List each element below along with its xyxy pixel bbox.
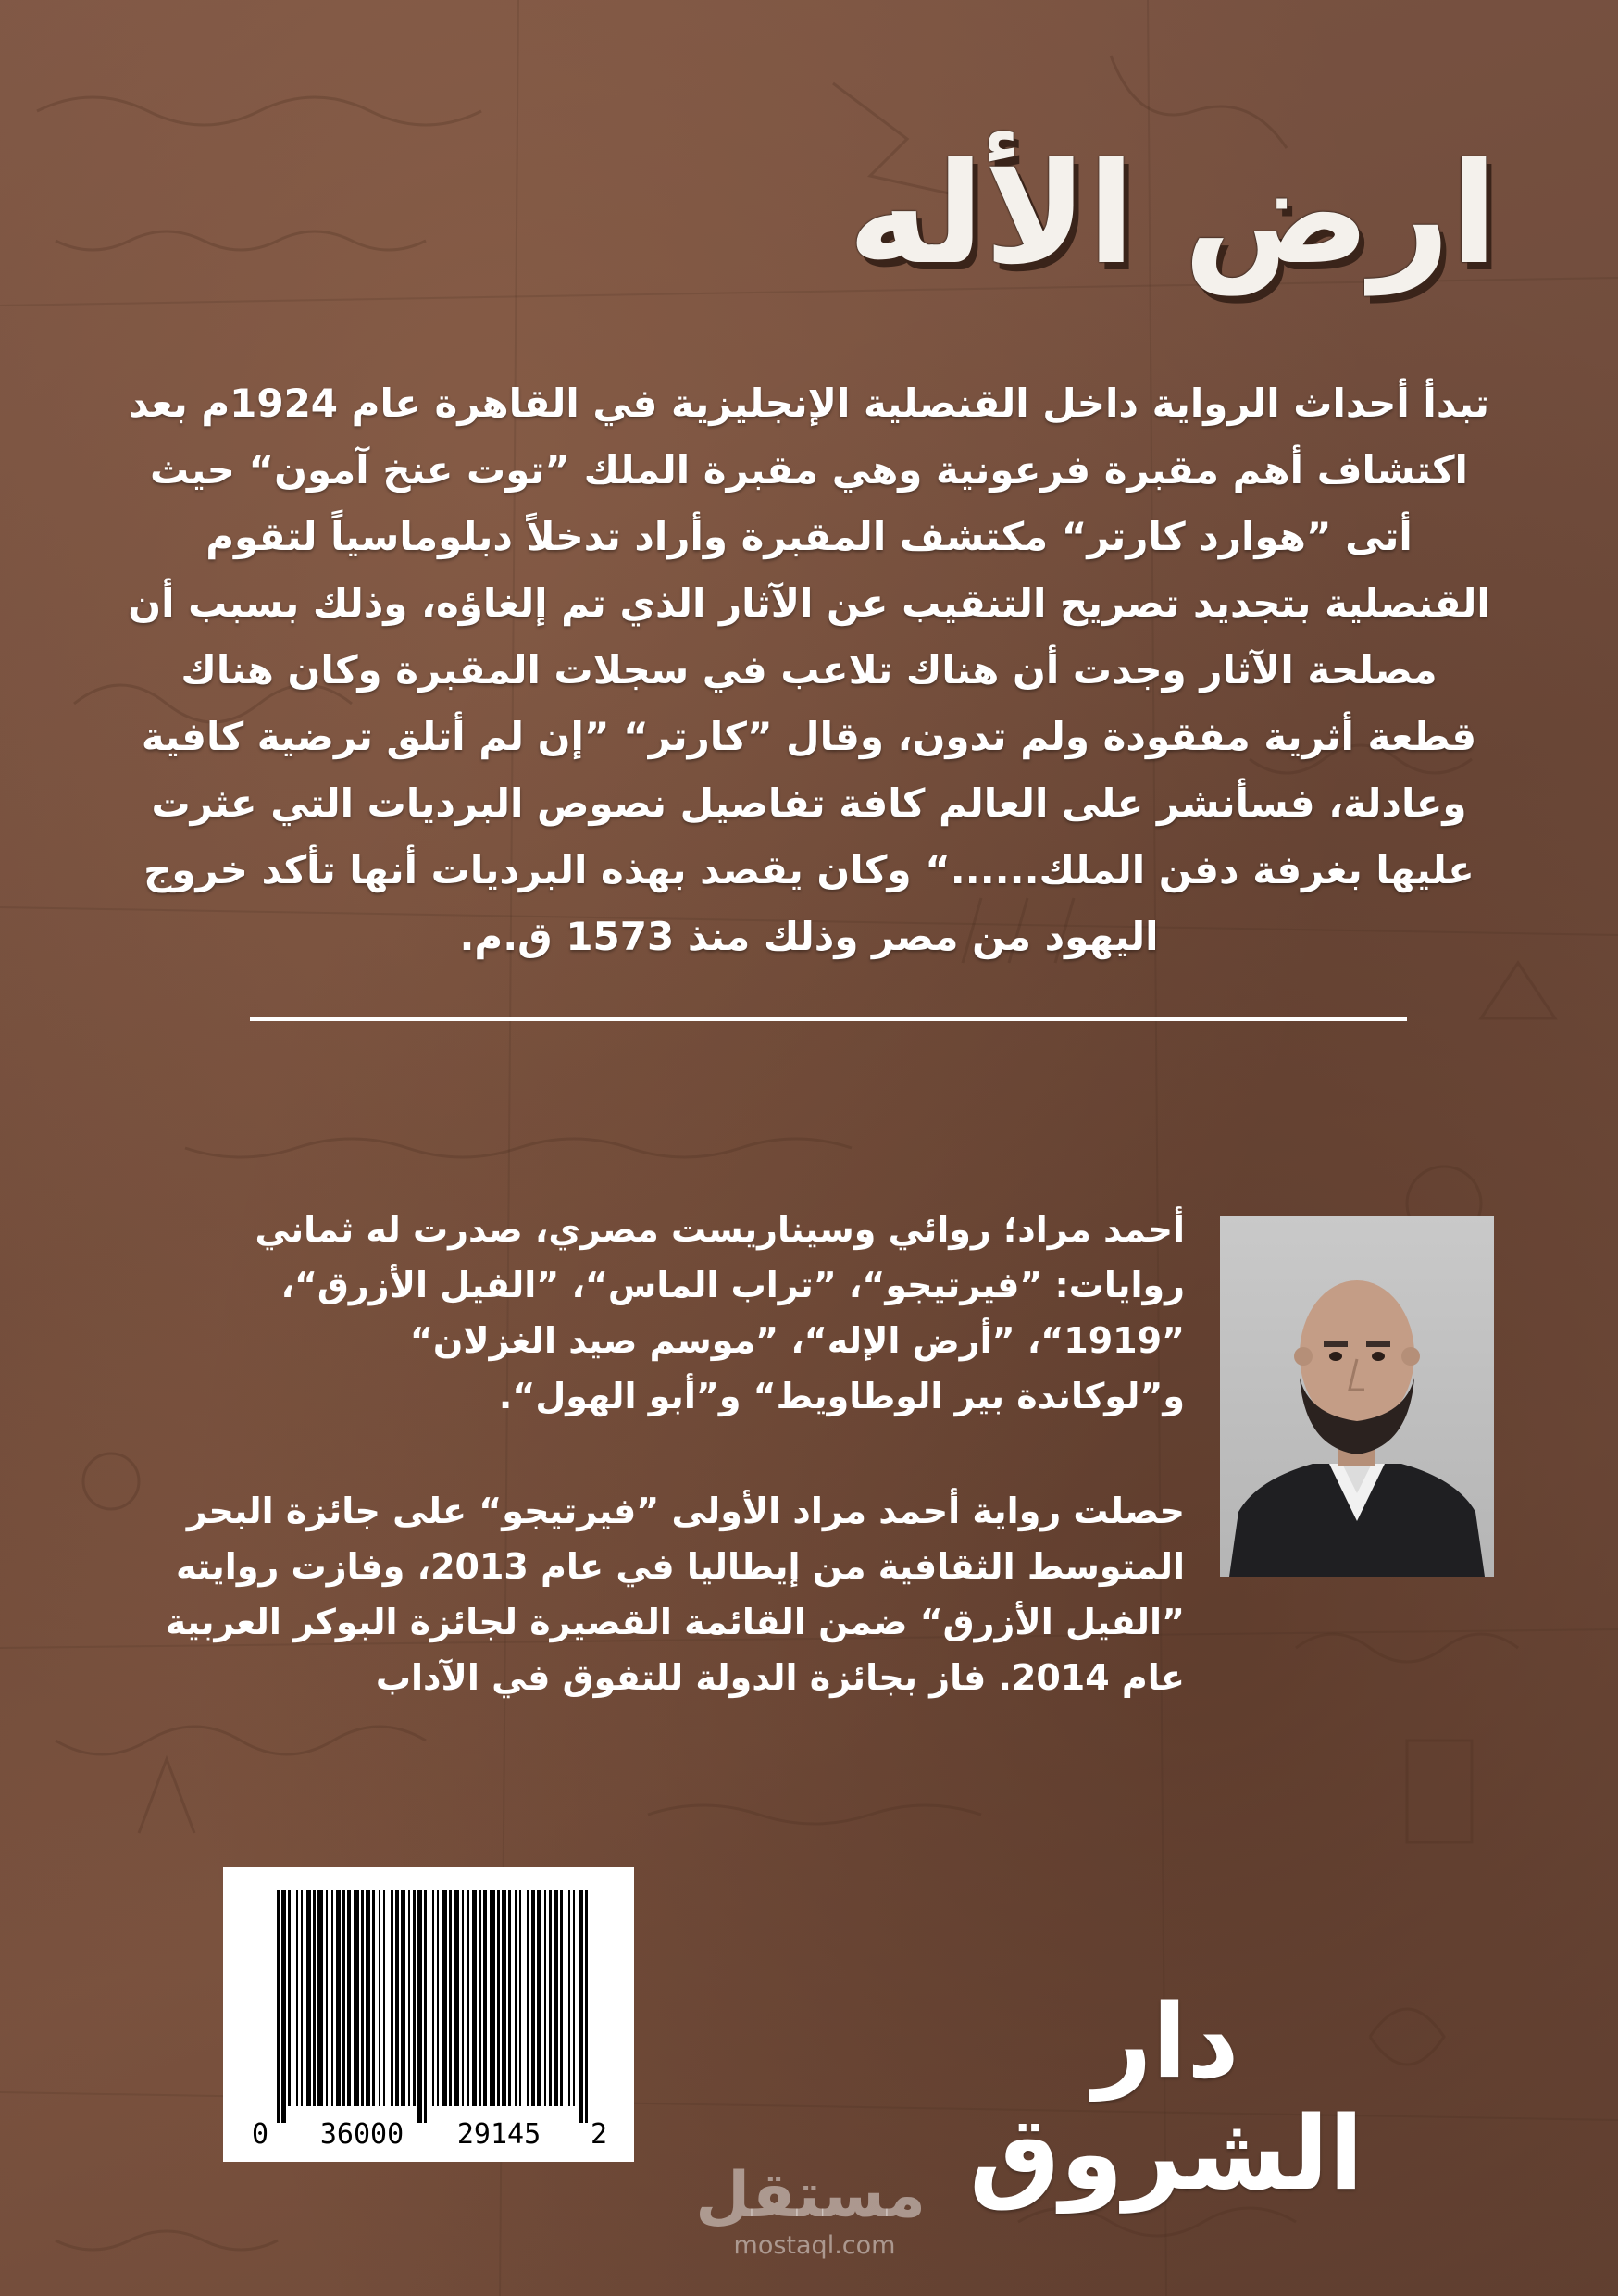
barcode-bar xyxy=(331,1890,333,2106)
barcode-bar xyxy=(391,1890,393,2106)
barcode-bar xyxy=(437,1890,439,2106)
barcode-bar xyxy=(281,1890,286,2123)
author-bio: أحمد مراد؛ روائي وسيناريست مصري، صدرت له ثماني روايات: ”فيرتيجو“، ”تراب الماس“، ”الفيل الأزرق“، ”1919“، ”أرض الإله“، ”موسم صيد الغزلان“ و”لوكاندة بير الوطاويط“ و”أبو الهول“. xyxy=(255,1209,1185,1416)
barcode-bar xyxy=(432,1890,434,2106)
author-photo xyxy=(1220,1216,1494,1577)
barcode-bar xyxy=(479,1890,481,2106)
barcode-right-group: 29145 xyxy=(456,2118,541,2151)
barcode-left-group: 36000 xyxy=(319,2118,404,2151)
barcode-bar xyxy=(288,1890,291,2106)
barcode-last-digit: 2 xyxy=(590,2118,608,2151)
barcode-bar xyxy=(317,1890,323,2106)
barcode-bar xyxy=(301,1890,303,2106)
watermark xyxy=(695,2159,926,2261)
barcode-graphic xyxy=(223,1867,634,2162)
barcode-bar xyxy=(408,1890,410,2106)
barcode-bar xyxy=(342,1890,345,2106)
barcode-bar xyxy=(354,1890,359,2106)
barcode-bar xyxy=(579,1890,583,2123)
barcode-bar xyxy=(502,1890,506,2106)
barcode-bar xyxy=(515,1890,517,2106)
barcode-bar xyxy=(313,1890,316,2106)
synopsis-text: تبدأ أحداث الرواية داخل القنصلية الإنجليزية في القاهرة عام 1924م بعد اكتشاف أهم مقبرة فرعونية وهي مقبرة الملك ”توت عنخ آمون“ حيث أتى ”هوارد كارتر“ مكتشف المقبرة وأراد تدخلاً دبلوماسياً لتقوم القنصلية بتجديد تصريح التنقيب عن الآثار الذي تم إلغاؤه، وذلك بسبب أن مصلحة الآثار وجدت أن هناك تلاعب في سجلات المقبرة وكان هناك قطعة أثرية مفقودة ولم تدون، وقال ”كارتر“ ”إن لم أتلق ترضية كافية وعادلة، فسأنشر على العالم كافة تفاصيل نصوص البرديات التي عثرت عليها بغرفة دفن الملك......“ وكان يقصد بهذه البرديات أنها تأكد خروج اليهود من مصر وذلك منذ 1573 ق.م. xyxy=(128,381,1490,959)
barcode-bar xyxy=(554,1890,558,2106)
barcode-bar xyxy=(306,1890,311,2106)
barcode xyxy=(223,1867,634,2162)
barcode-bar xyxy=(544,1890,546,2106)
barcode-bar xyxy=(573,1890,575,2106)
barcode-bar xyxy=(442,1890,447,2106)
barcode-bar xyxy=(519,1890,521,2106)
barcode-bar xyxy=(527,1890,529,2106)
barcode-bar xyxy=(537,1890,541,2106)
barcode-bar xyxy=(497,1890,500,2106)
barcode-bar xyxy=(417,1890,422,2123)
barcode-bar xyxy=(549,1890,552,2106)
barcode-bar xyxy=(277,1890,280,2123)
barcode-bar xyxy=(296,1890,298,2106)
barcode-bar xyxy=(383,1890,385,2106)
author-awards: حصلت رواية أحمد مراد الأولى ”فيرتيجو“ على جائزة البحر المتوسط الثقافية من إيطاليا في عام 2013، وفازت روايته ”الفيل الأزرق“ ضمن القائمة القصيرة لجائزة البوكر العربية عام 2014. فاز بجائزة الدولة للتفوق في الآداب xyxy=(165,1491,1185,1698)
barcode-first-digit: 0 xyxy=(251,2118,269,2151)
barcode-bar xyxy=(585,1890,588,2123)
barcode-bar xyxy=(424,1890,427,2123)
barcode-bar xyxy=(395,1890,399,2106)
barcode-bar xyxy=(372,1890,375,2106)
barcode-bar xyxy=(568,1890,570,2106)
watermark-logo: مستقل xyxy=(695,2159,926,2232)
barcode-bar xyxy=(366,1890,370,2106)
barcode-bar xyxy=(347,1890,351,2106)
watermark-url: mostaql.com xyxy=(733,2230,896,2260)
barcode-bar xyxy=(401,1890,405,2106)
barcode-bar xyxy=(490,1890,495,2106)
barcode-bar xyxy=(361,1890,364,2106)
barcode-bar xyxy=(560,1890,563,2106)
barcode-bar xyxy=(454,1890,459,2106)
divider-line xyxy=(250,1017,1407,1021)
barcode-bar xyxy=(508,1890,511,2106)
barcode-bar xyxy=(379,1890,380,2106)
barcode-bar xyxy=(336,1890,341,2106)
barcode-bar xyxy=(449,1890,452,2106)
barcode-bar xyxy=(472,1890,477,2106)
book-title: ارض الأله xyxy=(847,134,1498,295)
barcode-bar xyxy=(467,1890,469,2106)
publisher-logo: دار الشروق xyxy=(968,1982,1364,2213)
barcode-bar xyxy=(462,1890,464,2106)
author-portrait xyxy=(1220,1216,1494,1577)
barcode-bar xyxy=(326,1890,328,2106)
barcode-bar xyxy=(483,1890,487,2106)
barcode-bar xyxy=(413,1890,416,2106)
barcode-bar xyxy=(531,1890,535,2106)
